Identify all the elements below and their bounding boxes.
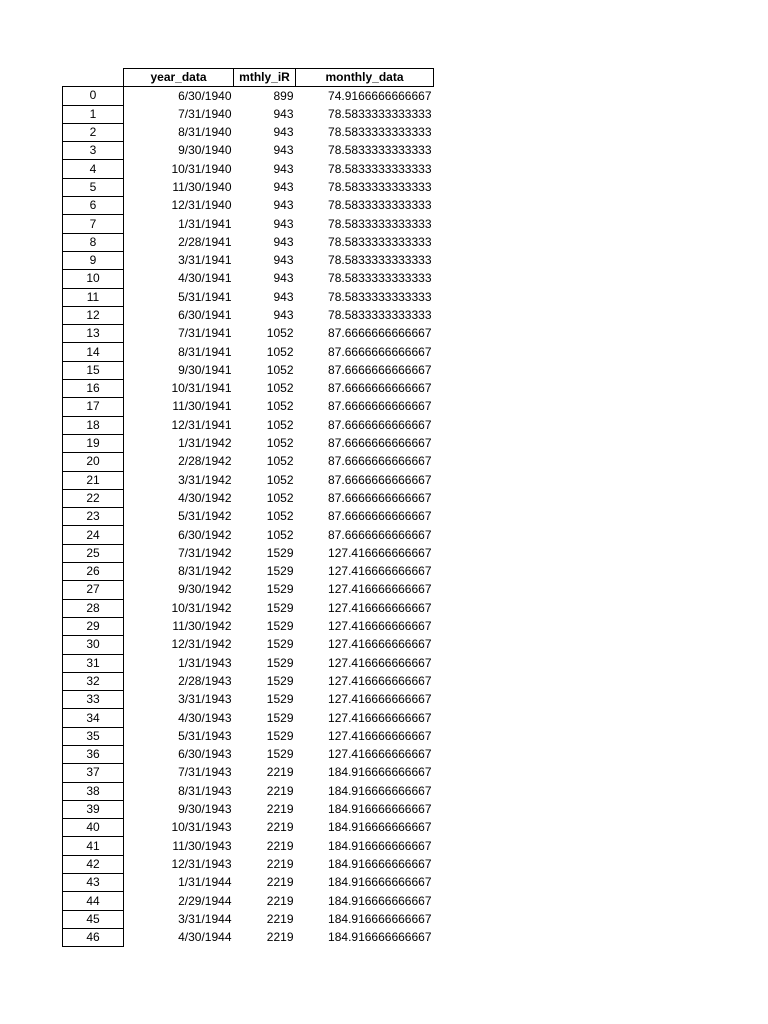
row-index-cell: 18 xyxy=(63,416,124,434)
mthly-ir-cell: 1529 xyxy=(266,655,294,670)
mthly-ir-cell: 1052 xyxy=(266,490,294,505)
year-data-cell: 3/31/1941 xyxy=(178,253,232,268)
year-data-cell: 9/30/1940 xyxy=(178,143,232,158)
row-index-cell: 42 xyxy=(63,855,124,873)
mthly-ir-cell: 1529 xyxy=(266,582,294,597)
mthly-ir-cell: 943 xyxy=(273,161,294,176)
monthly-data-cell: 78.5833333333333 xyxy=(328,143,432,158)
table-row xyxy=(63,544,434,562)
mthly-ir-cell: 1529 xyxy=(266,692,294,707)
table-row xyxy=(63,471,434,489)
mthly-ir-cell: 1529 xyxy=(266,747,294,762)
mthly-ir-cell: 2219 xyxy=(266,893,294,908)
monthly-data-cell: 87.6666666666667 xyxy=(328,454,432,469)
year-data-cell: 3/31/1943 xyxy=(178,692,232,707)
year-data-cell: 7/31/1940 xyxy=(178,106,232,121)
year-data-cell: 10/31/1943 xyxy=(171,820,232,835)
row-index-cell: 21 xyxy=(63,471,124,489)
table-row xyxy=(63,453,434,471)
mthly-ir-cell: 1052 xyxy=(266,326,294,341)
corner-cell xyxy=(63,69,124,87)
year-data-cell: 4/30/1941 xyxy=(178,271,232,286)
row-index-cell: 31 xyxy=(63,654,124,672)
year-data-cell: 8/31/1943 xyxy=(178,783,232,798)
year-data-cell: 10/31/1942 xyxy=(171,600,232,615)
row-index-cell: 4 xyxy=(63,160,124,178)
mthly-ir-cell: 943 xyxy=(273,289,294,304)
year-data-cell: 2/28/1943 xyxy=(178,673,232,688)
table-row xyxy=(63,105,434,123)
year-data-cell: 8/31/1942 xyxy=(178,564,232,579)
row-index-cell: 20 xyxy=(63,453,124,471)
row-index-cell: 19 xyxy=(63,434,124,452)
table-body xyxy=(63,87,434,947)
table-row xyxy=(63,709,434,727)
year-data-cell: 2/28/1941 xyxy=(178,234,232,249)
monthly-data-cell: 127.416666666667 xyxy=(328,655,432,670)
year-data-cell: 4/30/1943 xyxy=(178,710,232,725)
mthly-ir-cell: 899 xyxy=(273,88,294,103)
mthly-ir-cell: 1529 xyxy=(266,545,294,560)
row-index-cell: 34 xyxy=(63,709,124,727)
year-data-cell: 6/30/1942 xyxy=(178,527,232,542)
table-row xyxy=(63,508,434,526)
table-row xyxy=(63,142,434,160)
year-data-cell: 10/31/1940 xyxy=(171,161,232,176)
row-index-cell: 11 xyxy=(63,288,124,306)
monthly-data-cell: 127.416666666667 xyxy=(328,600,432,615)
row-index-cell: 8 xyxy=(63,233,124,251)
row-index-cell: 5 xyxy=(63,178,124,196)
table-row xyxy=(63,233,434,251)
mthly-ir-cell: 1052 xyxy=(266,436,294,451)
table-row xyxy=(63,215,434,233)
monthly-data-cell: 127.416666666667 xyxy=(328,673,432,688)
mthly-ir-cell: 2219 xyxy=(266,802,294,817)
monthly-data-cell: 87.6666666666667 xyxy=(328,436,432,451)
mthly-ir-cell: 943 xyxy=(273,143,294,158)
mthly-ir-cell: 943 xyxy=(273,198,294,213)
mthly-ir-cell: 1052 xyxy=(266,454,294,469)
row-index-cell: 29 xyxy=(63,617,124,635)
year-data-cell: 12/31/1942 xyxy=(171,637,232,652)
table-row xyxy=(63,343,434,361)
year-data-cell: 11/30/1941 xyxy=(172,399,232,414)
table-row xyxy=(63,800,434,818)
mthly-ir-cell: 2219 xyxy=(266,783,294,798)
monthly-data-cell: 184.916666666667 xyxy=(328,838,432,853)
mthly-ir-cell: 1052 xyxy=(266,344,294,359)
year-data-cell: 3/31/1942 xyxy=(178,472,232,487)
year-data-cell: 2/29/1944 xyxy=(178,893,232,908)
row-index-cell: 7 xyxy=(63,215,124,233)
year-data-cell: 1/31/1941 xyxy=(178,216,232,231)
year-data-cell: 2/28/1942 xyxy=(178,454,232,469)
year-data-cell: 8/31/1940 xyxy=(178,125,232,140)
monthly-data-cell: 127.416666666667 xyxy=(328,692,432,707)
monthly-data-cell: 78.5833333333333 xyxy=(328,308,432,322)
row-index-cell: 25 xyxy=(63,544,124,562)
row-index-cell: 30 xyxy=(63,636,124,654)
mthly-ir-cell: 943 xyxy=(273,216,294,231)
mthly-ir-cell: 943 xyxy=(273,253,294,268)
row-index-cell: 46 xyxy=(63,928,124,946)
year-data-cell: 3/31/1944 xyxy=(178,911,232,926)
row-index-cell: 33 xyxy=(63,691,124,709)
mthly-ir-cell: 2219 xyxy=(266,856,294,871)
row-index-cell: 27 xyxy=(63,581,124,599)
mthly-ir-cell: 1052 xyxy=(266,527,294,542)
mthly-ir-cell: 2219 xyxy=(266,765,294,780)
monthly-data-cell: 87.6666666666667 xyxy=(328,344,432,359)
table-row xyxy=(63,416,434,434)
mthly-ir-cell: 1052 xyxy=(266,381,294,396)
table-row xyxy=(63,910,434,928)
mthly-ir-cell: 943 xyxy=(273,106,294,121)
mthly-ir-cell: 943 xyxy=(273,179,294,194)
year-data-cell: 6/30/1941 xyxy=(178,308,232,322)
monthly-data-cell: 78.5833333333333 xyxy=(328,198,432,213)
row-index-cell: 28 xyxy=(63,599,124,617)
monthly-data-cell: 87.6666666666667 xyxy=(328,399,432,414)
row-index-cell: 14 xyxy=(63,343,124,361)
monthly-data-cell: 127.416666666667 xyxy=(328,637,432,652)
table-row xyxy=(63,123,434,141)
monthly-data-cell: 184.916666666667 xyxy=(328,893,432,908)
row-index-cell: 24 xyxy=(63,526,124,544)
row-index-cell: 35 xyxy=(63,727,124,745)
table-row xyxy=(63,87,434,105)
mthly-ir-cell: 2219 xyxy=(266,820,294,835)
mthly-ir-cell: 1052 xyxy=(266,509,294,524)
column-header-monthly-data: monthly_data xyxy=(296,69,434,87)
table-row xyxy=(63,892,434,910)
year-data-cell: 6/30/1940 xyxy=(178,88,232,103)
row-index-cell: 1 xyxy=(63,105,124,123)
mthly-ir-cell: 1529 xyxy=(266,619,294,634)
monthly-data-cell: 87.6666666666667 xyxy=(328,490,432,505)
row-index-cell: 3 xyxy=(63,142,124,160)
table-row xyxy=(63,819,434,837)
monthly-data-cell: 78.5833333333333 xyxy=(328,234,432,249)
table-row xyxy=(63,691,434,709)
row-index-cell: 44 xyxy=(63,892,124,910)
table-row xyxy=(63,636,434,654)
row-index-cell: 37 xyxy=(63,764,124,782)
monthly-data-cell: 127.416666666667 xyxy=(328,582,432,597)
table-row xyxy=(63,325,434,343)
mthly-ir-cell: 1052 xyxy=(266,362,294,377)
table-row xyxy=(63,489,434,507)
year-data-cell: 9/30/1943 xyxy=(178,802,232,817)
year-data-cell: 12/31/1943 xyxy=(171,856,232,871)
monthly-data-cell: 78.5833333333333 xyxy=(328,289,432,304)
column-header-mthly-ir: mthly_iR xyxy=(234,69,296,87)
monthly-data-cell: 127.416666666667 xyxy=(328,728,432,743)
row-index-cell: 2 xyxy=(63,123,124,141)
table-row xyxy=(63,928,434,946)
row-index-cell: 17 xyxy=(63,398,124,416)
table-row xyxy=(63,672,434,690)
monthly-data-cell: 184.916666666667 xyxy=(328,911,432,926)
monthly-data-cell: 127.416666666667 xyxy=(328,564,432,579)
table-row xyxy=(63,563,434,581)
mthly-ir-cell: 2219 xyxy=(266,930,294,945)
table-row xyxy=(63,361,434,379)
row-index-cell: 6 xyxy=(63,197,124,215)
table-row xyxy=(63,581,434,599)
monthly-data-cell: 184.916666666667 xyxy=(328,875,432,890)
mthly-ir-cell: 1529 xyxy=(266,673,294,688)
row-index-cell: 45 xyxy=(63,910,124,928)
row-index-cell: 15 xyxy=(63,361,124,379)
monthly-data-cell: 87.6666666666667 xyxy=(328,472,432,487)
monthly-data-cell: 184.916666666667 xyxy=(328,820,432,835)
monthly-data-cell: 87.6666666666667 xyxy=(328,509,432,524)
table-row xyxy=(63,197,434,215)
monthly-data-cell: 74.9166666666667 xyxy=(328,88,432,103)
monthly-data-cell: 78.5833333333333 xyxy=(328,125,432,140)
row-index-cell: 16 xyxy=(63,380,124,398)
monthly-data-cell: 127.416666666667 xyxy=(328,747,432,762)
mthly-ir-cell: 943 xyxy=(273,271,294,286)
year-data-cell: 7/31/1943 xyxy=(178,765,232,780)
row-index-cell: 12 xyxy=(63,306,124,324)
table-row xyxy=(63,160,434,178)
data-table xyxy=(62,68,434,947)
table-row xyxy=(63,178,434,196)
table-row xyxy=(63,599,434,617)
mthly-ir-cell: 1529 xyxy=(266,564,294,579)
year-data-cell: 7/31/1941 xyxy=(178,326,232,341)
monthly-data-cell: 184.916666666667 xyxy=(328,783,432,798)
table-row xyxy=(63,764,434,782)
table-row xyxy=(63,654,434,672)
table-row xyxy=(63,288,434,306)
mthly-ir-cell: 943 xyxy=(273,125,294,140)
row-index-cell: 23 xyxy=(63,508,124,526)
table-row xyxy=(63,745,434,763)
year-data-cell: 5/31/1942 xyxy=(178,509,232,524)
year-data-cell: 12/31/1941 xyxy=(171,417,232,432)
column-header-year-data: year_data xyxy=(124,69,234,87)
table-row xyxy=(63,874,434,892)
mthly-ir-cell: 1529 xyxy=(266,637,294,652)
year-data-cell: 11/30/1940 xyxy=(172,179,232,194)
monthly-data-cell: 78.5833333333333 xyxy=(328,179,432,194)
table-row xyxy=(63,251,434,269)
monthly-data-cell: 87.6666666666667 xyxy=(328,417,432,432)
monthly-data-cell: 184.916666666667 xyxy=(328,802,432,817)
row-index-cell: 10 xyxy=(63,270,124,288)
mthly-ir-cell: 1529 xyxy=(266,600,294,615)
mthly-ir-cell: 2219 xyxy=(266,875,294,890)
year-data-cell: 9/30/1941 xyxy=(178,362,232,377)
table-row xyxy=(63,398,434,416)
mthly-ir-cell: 943 xyxy=(273,308,294,322)
year-data-cell: 4/30/1944 xyxy=(178,930,232,945)
year-data-cell: 1/31/1944 xyxy=(178,875,232,890)
monthly-data-cell: 184.916666666667 xyxy=(328,856,432,871)
monthly-data-cell: 78.5833333333333 xyxy=(328,271,432,286)
mthly-ir-cell: 1529 xyxy=(266,710,294,725)
mthly-ir-cell: 1052 xyxy=(266,417,294,432)
table-row xyxy=(63,855,434,873)
monthly-data-cell: 184.916666666667 xyxy=(328,930,432,945)
year-data-cell: 11/30/1942 xyxy=(172,619,232,634)
row-index-cell: 26 xyxy=(63,563,124,581)
year-data-cell: 7/31/1942 xyxy=(178,545,232,560)
table-row xyxy=(63,270,434,288)
year-data-cell: 5/31/1943 xyxy=(178,728,232,743)
monthly-data-cell: 87.6666666666667 xyxy=(328,527,432,542)
year-data-cell: 4/30/1942 xyxy=(178,490,232,505)
row-index-cell: 39 xyxy=(63,800,124,818)
row-index-cell: 32 xyxy=(63,672,124,690)
row-index-cell: 36 xyxy=(63,745,124,763)
monthly-data-cell: 127.416666666667 xyxy=(328,710,432,725)
row-index-cell: 0 xyxy=(63,87,124,105)
row-index-cell: 22 xyxy=(63,489,124,507)
year-data-cell: 1/31/1942 xyxy=(178,436,232,451)
monthly-data-cell: 78.5833333333333 xyxy=(328,216,432,231)
table-row xyxy=(63,837,434,855)
year-data-cell: 12/31/1940 xyxy=(171,198,232,213)
row-index-cell: 9 xyxy=(63,251,124,269)
table-row xyxy=(63,617,434,635)
header-row xyxy=(63,69,434,87)
table-row xyxy=(63,782,434,800)
row-index-cell: 41 xyxy=(63,837,124,855)
year-data-cell: 10/31/1941 xyxy=(171,381,232,396)
mthly-ir-cell: 1052 xyxy=(266,472,294,487)
year-data-cell: 6/30/1943 xyxy=(178,747,232,762)
table-row xyxy=(63,727,434,745)
mthly-ir-cell: 2219 xyxy=(266,838,294,853)
year-data-cell: 11/30/1943 xyxy=(172,838,232,853)
monthly-data-cell: 78.5833333333333 xyxy=(328,253,432,268)
monthly-data-cell: 87.6666666666667 xyxy=(328,326,432,341)
year-data-cell: 8/31/1941 xyxy=(178,344,232,359)
year-data-cell: 1/31/1943 xyxy=(178,655,232,670)
mthly-ir-cell: 2219 xyxy=(266,911,294,926)
table-row xyxy=(63,380,434,398)
monthly-data-cell: 127.416666666667 xyxy=(328,619,432,634)
row-index-cell: 38 xyxy=(63,782,124,800)
monthly-data-cell: 87.6666666666667 xyxy=(328,362,432,377)
monthly-data-cell: 184.916666666667 xyxy=(328,765,432,780)
monthly-data-cell: 78.5833333333333 xyxy=(328,161,432,176)
table-row xyxy=(63,526,434,544)
mthly-ir-cell: 1052 xyxy=(266,399,294,414)
monthly-data-cell: 127.416666666667 xyxy=(328,545,432,560)
row-index-cell: 13 xyxy=(63,325,124,343)
row-index-cell: 40 xyxy=(63,819,124,837)
monthly-data-cell: 78.5833333333333 xyxy=(328,106,432,121)
year-data-cell: 5/31/1941 xyxy=(178,289,232,304)
table-row xyxy=(63,434,434,452)
row-index-cell: 43 xyxy=(63,874,124,892)
mthly-ir-cell: 943 xyxy=(273,234,294,249)
year-data-cell: 9/30/1942 xyxy=(178,582,232,597)
table-row xyxy=(63,306,434,324)
mthly-ir-cell: 1529 xyxy=(266,728,294,743)
monthly-data-cell: 87.6666666666667 xyxy=(328,381,432,396)
